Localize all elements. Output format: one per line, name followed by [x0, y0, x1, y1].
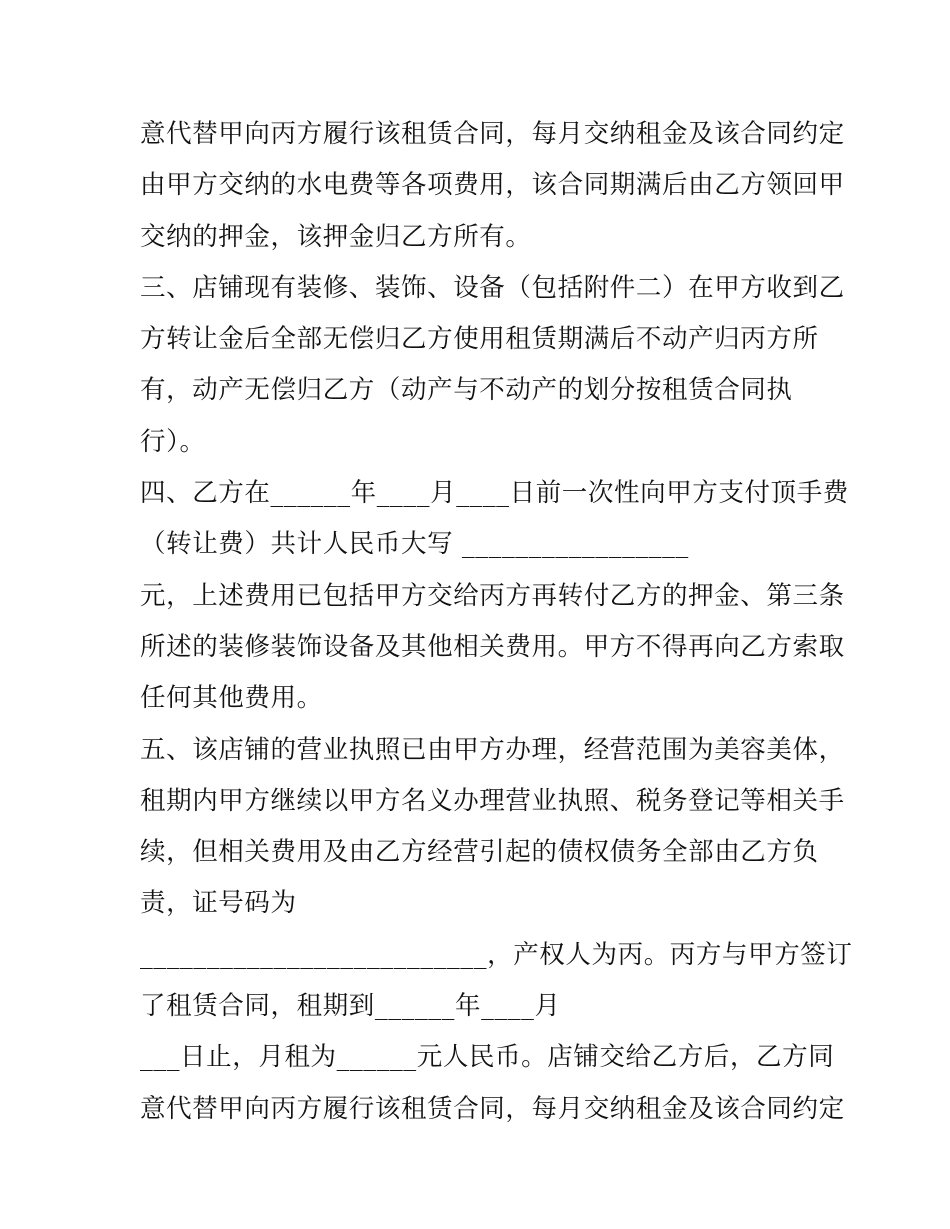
text-line: 意代替甲向丙方履行该租赁合同，每月交纳租金及该合同约定: [140, 119, 845, 149]
text-line: （转让费）共计人民币大写 _________________: [140, 529, 689, 560]
text-line: 由甲方交纳的水电费等各项费用，该合同期满后由乙方领回甲: [140, 170, 845, 201]
text-line: 所述的装修装饰设备及其他相关费用。甲方不得再向乙方索取: [140, 631, 845, 662]
text-line: 了租赁合同，租期到______年____月: [140, 991, 561, 1022]
text-line: __________________________，产权人为丙。丙方与甲方签订: [140, 939, 853, 970]
text-line: 交纳的押金，该押金归乙方所有。: [140, 221, 532, 252]
clause-three-line: 三、店铺现有装修、装饰、设备（包括附件二）在甲方收到乙: [140, 272, 845, 303]
text-line: 任何其他费用。: [140, 683, 323, 714]
text-line: 责，证号码为: [140, 888, 297, 919]
text-line: 有，动产无偿归乙方（动产与不动产的划分按租赁合同执: [140, 375, 793, 406]
text-line: 方转让金后全部无偿归乙方使用租赁期满后不动产归丙方所: [140, 324, 819, 355]
clause-four-line: 四、乙方在______年____月____日前一次性向甲方支付顶手费: [140, 478, 849, 509]
text-line: 元，上述费用已包括甲方交给丙方再转付乙方的押金、第三条: [140, 580, 845, 611]
contract-text: [140, 109, 853, 1135]
clause-five-line: 五、该店铺的营业执照已由甲方办理，经营范围为美容美体，: [140, 734, 845, 765]
text-line: 租期内甲方继续以甲方名义办理营业执照、税务登记等相关手: [140, 785, 845, 816]
text-line: 续，但相关费用及由乙方经营引起的债权债务全部由乙方负: [140, 837, 819, 868]
text-line: 行）。: [140, 426, 206, 457]
text-line: ___日止，月租为______元人民币。店铺交给乙方后，乙方同: [140, 1042, 835, 1073]
text-line: 意代替甲向丙方履行该租赁合同，每月交纳租金及该合同约定: [140, 1093, 845, 1124]
